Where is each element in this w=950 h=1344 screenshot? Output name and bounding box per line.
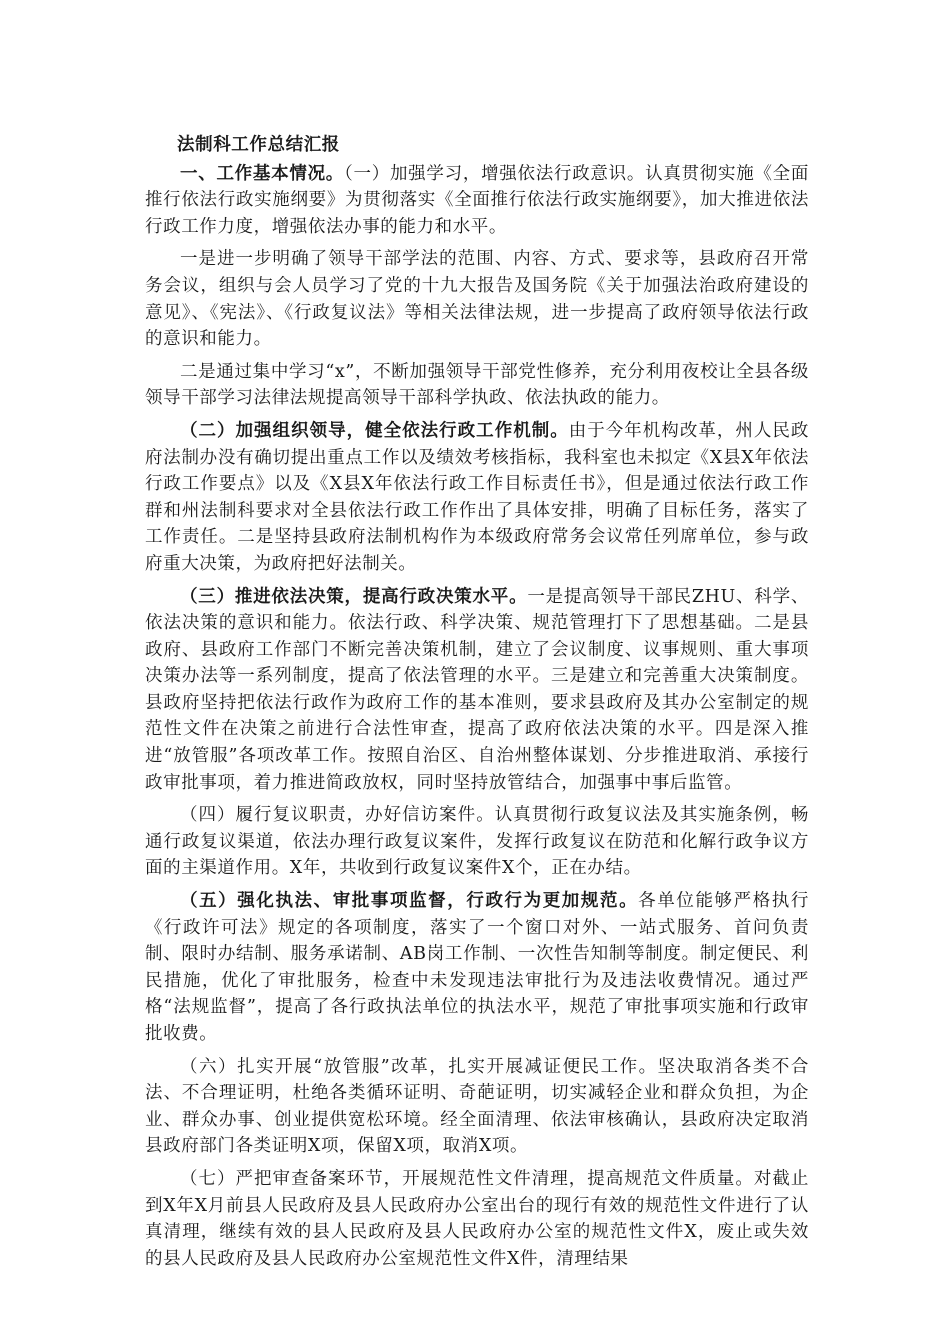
paragraph-5-text: 一是提高领导干部民ZHU、科学、依法决策的意识和能力。依法行政、科学决策、规范管理打下了思想基础。二是县政府、县政府工作部门不断完善决策机制，建立了会议制度、议事规则、重大事项决策办法等一系列制度，提高了依法管理的水平。三是建立和完善重大决策制度。县政府坚持把依法行政作为政府工作的基本准则，要求县政府及其办公室制定的规范性文件在决策之前进行合法性审查，提高了政府依法决策的水平。四是深入推进“放管服”各项改革工作。按照自治区、自治州整体谋划、分步推进取消、承接行政审批事项，着力推进简政放权，同时坚持放管结合，加强事中事后监管。	[145, 586, 809, 793]
paragraph-7-heading: （五）强化执法、审批事项监督，行政行为更加规范。	[180, 891, 639, 912]
paragraph-5-heading: （三）推进依法决策，提高行政决策水平。	[180, 586, 528, 607]
paragraph-1	[145, 161, 809, 241]
paragraph-4-text: 由于今年机构改革，州人民政府法制办没有确切提出重点工作以及绩效考核指标，我科室也未拟定《X县X年依法行政工作要点》以及《X县X年依法行政工作目标责任书》，但是通过依法行政工作群和州法制科要求对全县依法行政工作作出了具体安排，明确了目标任务，落实了工作责任。二是坚持县政府法制机构作为本级政府常务会议常任列席单位，参与政府重大决策，为政府把好法制关。	[145, 420, 809, 574]
paragraph-3-text: 二是通过集中学习“x”，不断加强领导干部党性修养，充分利用夜校让全县各级领导干部学习法律法规提高领导干部科学执政、依法执政的能力。	[145, 361, 809, 409]
document-title: 法制科工作总结汇报	[177, 135, 340, 155]
paragraph-2	[145, 246, 809, 352]
paragraph-5	[145, 584, 809, 797]
paragraph-4	[145, 418, 809, 578]
paragraph-2-text: 一是进一步明确了领导干部学法的范围、内容、方式、要求等，县政府召开常务会议，组织与会人员学习了党的十九大报告及国务院《关于加强法治政府建设的意见》、《宪法》、《行政复议法》等相关法律法规，进一步提高了政府领导依法行政的意识和能力。	[145, 249, 809, 350]
paragraph-9-text: （七）严把审查备案环节，开展规范性文件清理，提高规范文件质量。对截止到X年X月前县人民政府及县人民政府办公室出台的现行有效的规范性文件进行了认真清理，继续有效的县人民政府及县人民政府办公室的规范性文件X，废止或失效的县人民政府及县人民政府办公室规范性文件X件，清理结果	[145, 1168, 809, 1269]
paragraph-4-heading: （二）加强组织领导，健全依法行政工作机制。	[180, 420, 569, 441]
paragraph-6	[145, 802, 809, 882]
document-page	[145, 132, 809, 1278]
paragraph-8-text: （六）扎实开展“放管服”改革，扎实开展减证便民工作。坚决取消各类不合法、不合理证明，杜绝各类循环证明、奇葩证明，切实减轻企业和群众负担，为企业、群众办事、创业提供宽松环境。经全面清理、依法审核确认，县政府决定取消县政府部门各类证明X项，保留X项，取消X项。	[145, 1056, 809, 1157]
paragraph-7-text: 各单位能够严格执行《行政许可法》规定的各项制度，落实了一个窗口对外、一站式服务、首问负责制、限时办结制、服务承诺制、AB岗工作制、一次性告知制等制度。制定便民、利民措施，优化了审批服务，检查中未发现违法审批行为及违法收费情况。通过严格“法规监督”，提高了各行政执法单位的执法水平，规范了审批事项实施和行政审批收费。	[145, 891, 809, 1044]
paragraph-6-text: （四）履行复议职责，办好信访案件。认真贯彻行政复议法及其实施条例，畅通行政复议渠道，依法办理行政复议案件，发挥行政复议在防范和化解行政争议方面的主渠道作用。X年，共收到行政复议案件X个，正在办结。	[145, 805, 809, 879]
paragraph-7	[145, 888, 809, 1048]
paragraph-1-text: （一）加强学习，增强依法行政意识。认真贯彻实施《全面推行依法行政实施纲要》为贯彻落实《全面推行依法行政实施纲要》，加大推进依法行政工作力度，增强依法办事的能力和水平。	[145, 163, 809, 237]
paragraph-3	[145, 359, 809, 412]
paragraph-1-heading: 一、工作基本情况。	[180, 163, 345, 184]
paragraph-8	[145, 1054, 809, 1160]
paragraph-9	[145, 1166, 809, 1272]
